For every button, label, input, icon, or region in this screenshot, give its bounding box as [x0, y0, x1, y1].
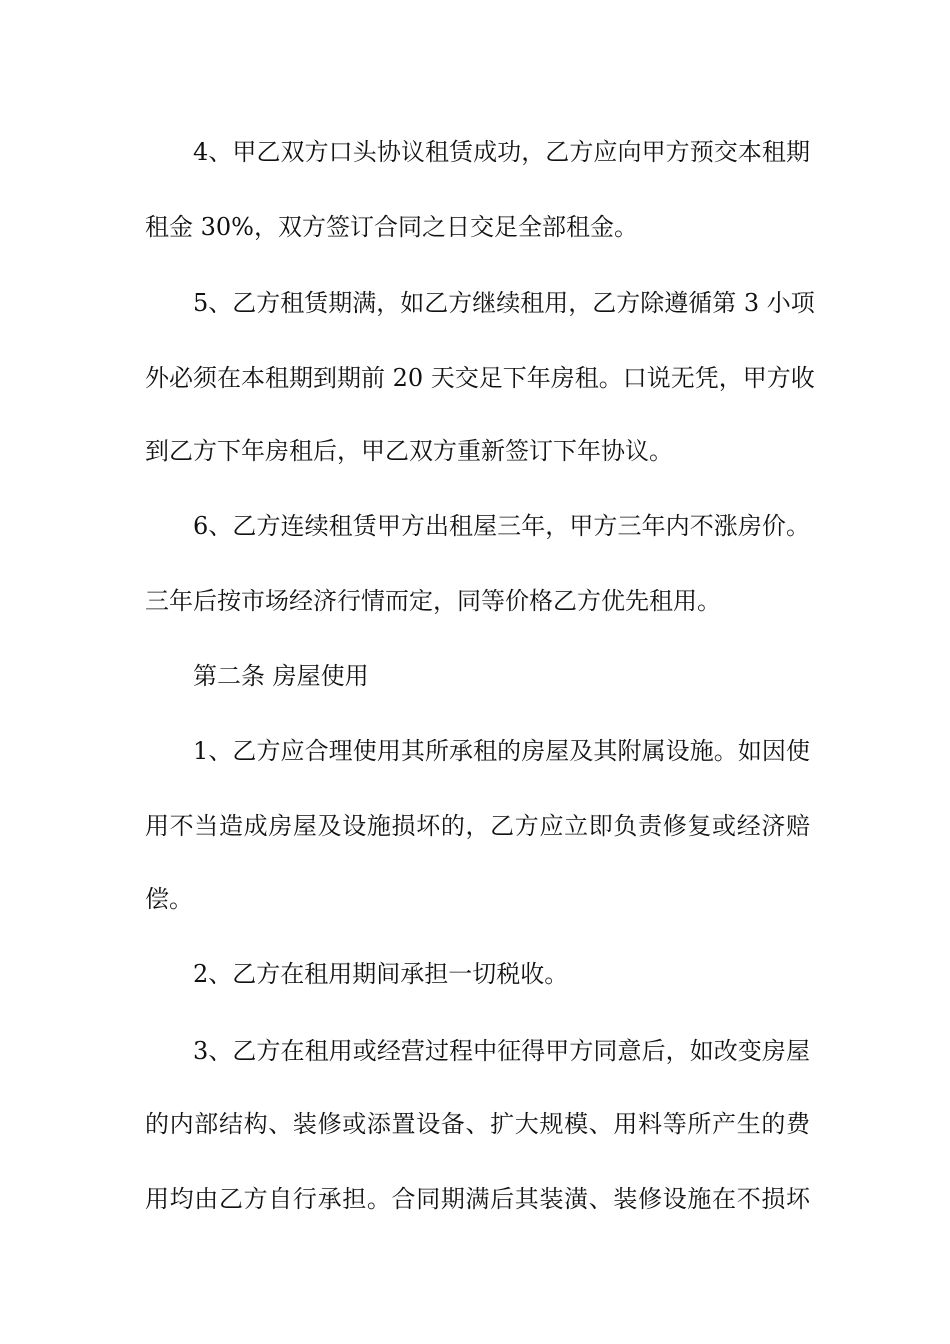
clause-3-line-1: 3、乙方在租用或经营过程中征得甲方同意后，如改变房屋 — [193, 1037, 810, 1065]
clause-1-line-2: 用不当造成房屋及设施损坏的，乙方应立即负责修复或经济赔 — [145, 812, 810, 840]
clause-1-line-1: 1、乙方应合理使用其所承租的房屋及其附属设施。如因使 — [193, 737, 810, 765]
paragraph-5-line-1: 5、乙方租赁期满，如乙方继续租用，乙方除遵循第 3 小项 — [193, 289, 815, 317]
paragraph-4-line-1: 4、甲乙双方口头协议租赁成功，乙方应向甲方预交本租期 — [193, 138, 810, 166]
paragraph-4-line-2: 租金 30%，双方签订合同之日交足全部租金。 — [145, 213, 638, 241]
clause-1-line-3: 偿。 — [145, 885, 193, 913]
paragraph-5-line-2: 外必须在本租期到期前 20 天交足下年房租。口说无凭，甲方收 — [145, 364, 815, 392]
section-heading: 第二条 房屋使用 — [193, 662, 369, 690]
paragraph-6-line-2: 三年后按市场经济行情而定，同等价格乙方优先租用。 — [145, 587, 721, 615]
paragraph-5-line-3: 到乙方下年房租后，甲乙双方重新签订下年协议。 — [145, 437, 673, 465]
clause-2-line-1: 2、乙方在租用期间承担一切税收。 — [193, 960, 569, 988]
paragraph-6-line-1: 6、乙方连续租赁甲方出租屋三年，甲方三年内不涨房价。 — [193, 512, 810, 540]
clause-3-line-2: 的内部结构、装修或添置设备、扩大规模、用料等所产生的费 — [145, 1110, 810, 1138]
clause-3-line-3: 用均由乙方自行承担。合同期满后其装潢、装修设施在不损坏 — [145, 1185, 810, 1213]
